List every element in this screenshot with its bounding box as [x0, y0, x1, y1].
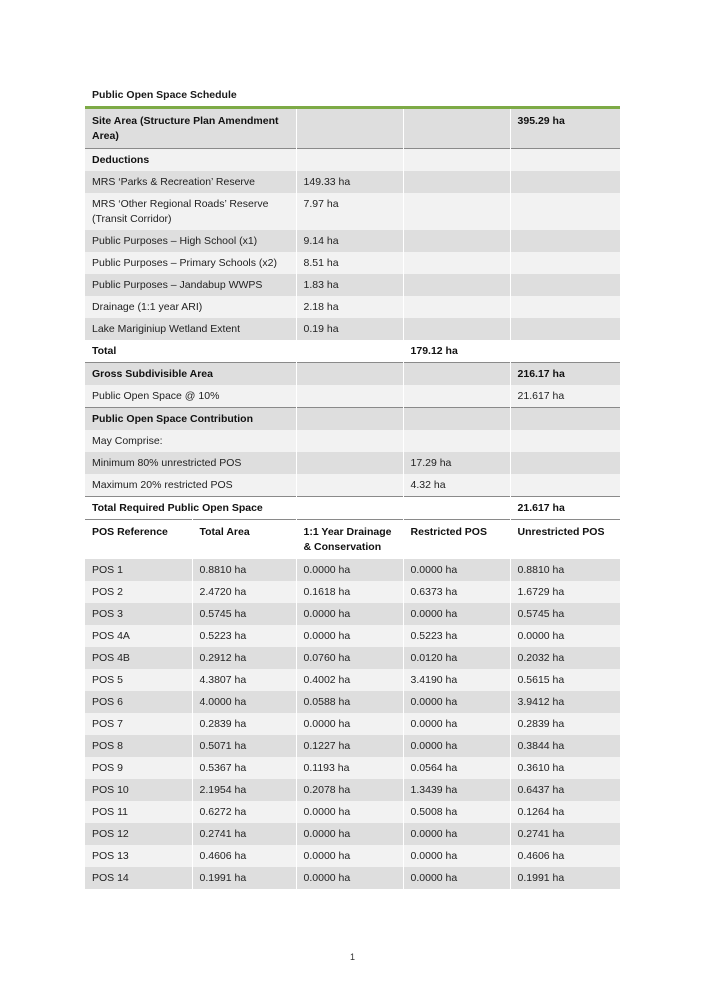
table-cell: 0.5223 ha [403, 625, 510, 647]
pos-reference-cell: POS 10 [85, 779, 192, 801]
pos-reference-cell: POS 7 [85, 713, 192, 735]
gross-value: 216.17 ha [510, 363, 620, 386]
table-row [85, 647, 620, 669]
max-restricted-value: 4.32 ha [403, 474, 510, 497]
pos-reference-cell: POS 1 [85, 559, 192, 581]
empty-cell [403, 193, 510, 230]
table-cell: 0.5008 ha [403, 801, 510, 823]
table-cell: 1.3439 ha [403, 779, 510, 801]
contribution-label: Public Open Space Contribution [85, 408, 296, 431]
empty-cell [403, 430, 510, 452]
table-cell: 0.6272 ha [192, 801, 296, 823]
page-title: Public Open Space Schedule [92, 89, 237, 101]
gross-subdivisible-row [85, 363, 620, 386]
empty-cell [403, 230, 510, 252]
table-cell: 0.0120 ha [403, 647, 510, 669]
table-cell: 0.4606 ha [510, 845, 620, 867]
empty-cell [510, 318, 620, 340]
max-restricted-label: Maximum 20% restricted POS [85, 474, 296, 497]
empty-cell [510, 252, 620, 274]
deduction-row [85, 296, 620, 318]
deduction-label: Public Purposes – High School (x1) [85, 230, 296, 252]
table-cell: 0.0000 ha [296, 603, 403, 625]
empty-cell [510, 171, 620, 193]
table-row [85, 845, 620, 867]
deductions-label: Deductions [85, 149, 296, 172]
table-cell: 2.4720 ha [192, 581, 296, 603]
table-cell: 0.6373 ha [403, 581, 510, 603]
site-area-value: 395.29 ha [510, 109, 620, 149]
table-cell: 0.0000 ha [296, 713, 403, 735]
deduction-row [85, 274, 620, 296]
page-number: 1 [349, 952, 355, 962]
min-unrestricted-row [85, 452, 620, 474]
empty-cell [510, 296, 620, 318]
deduction-value: 2.18 ha [296, 296, 403, 318]
table-cell: 0.0000 ha [296, 867, 403, 889]
deduction-row [85, 318, 620, 340]
empty-cell [510, 193, 620, 230]
gross-label: Gross Subdivisible Area [85, 363, 296, 386]
empty-cell [296, 474, 403, 497]
table-cell: 0.5071 ha [192, 735, 296, 757]
pos-reference-cell: POS 4B [85, 647, 192, 669]
table-cell: 0.3610 ha [510, 757, 620, 779]
table-row [85, 713, 620, 735]
deduction-label: Lake Mariginiup Wetland Extent [85, 318, 296, 340]
table-cell: 4.0000 ha [192, 691, 296, 713]
table-row [85, 691, 620, 713]
empty-cell [510, 340, 620, 363]
site-area-label: Site Area (Structure Plan Amendment Area) [85, 109, 296, 149]
empty-cell [296, 430, 403, 452]
table-row [85, 757, 620, 779]
table-cell: 0.0000 ha [403, 823, 510, 845]
deduction-value: 0.19 ha [296, 318, 403, 340]
pos-reference-cell: POS 8 [85, 735, 192, 757]
pos-table-header-row [85, 520, 620, 560]
table-cell: 0.0000 ha [296, 845, 403, 867]
table-cell: 0.2839 ha [192, 713, 296, 735]
empty-cell [403, 274, 510, 296]
empty-cell [403, 363, 510, 386]
table-row [85, 559, 620, 581]
may-comprise-label: May Comprise: [85, 430, 296, 452]
table-cell: 4.3807 ha [192, 669, 296, 691]
empty-cell [403, 252, 510, 274]
empty-cell [403, 497, 510, 520]
column-header: POS Reference [85, 520, 192, 560]
table-cell: 0.0000 ha [296, 823, 403, 845]
table-cell: 0.0000 ha [403, 603, 510, 625]
table-cell: 0.4606 ha [192, 845, 296, 867]
pos-reference-cell: POS 9 [85, 757, 192, 779]
table-cell: 0.1227 ha [296, 735, 403, 757]
empty-cell [510, 230, 620, 252]
pos-reference-cell: POS 5 [85, 669, 192, 691]
pos-schedule-table [85, 106, 620, 889]
empty-cell [403, 109, 510, 149]
deduction-value: 7.97 ha [296, 193, 403, 230]
table-cell: 0.5367 ha [192, 757, 296, 779]
total-required-label: Total Required Public Open Space [85, 497, 296, 520]
table-row [85, 735, 620, 757]
table-cell: 0.1618 ha [296, 581, 403, 603]
pos-reference-cell: POS 13 [85, 845, 192, 867]
deduction-row [85, 252, 620, 274]
table-row [85, 823, 620, 845]
table-cell: 0.2741 ha [192, 823, 296, 845]
deduction-label: MRS ‘Other Regional Roads’ Reserve (Transit Corridor) [85, 193, 296, 230]
deduction-label: Drainage (1:1 year ARI) [85, 296, 296, 318]
deduction-row [85, 230, 620, 252]
table-cell: 0.0000 ha [403, 845, 510, 867]
pos-10-value: 21.617 ha [510, 385, 620, 408]
total-label: Total [85, 340, 296, 363]
table-cell: 0.1264 ha [510, 801, 620, 823]
pos-reference-cell: POS 6 [85, 691, 192, 713]
pos-rows [85, 559, 620, 889]
table-cell: 0.2741 ha [510, 823, 620, 845]
deduction-value: 1.83 ha [296, 274, 403, 296]
table-cell: 0.5223 ha [192, 625, 296, 647]
table-row [85, 625, 620, 647]
empty-cell [510, 274, 620, 296]
deduction-value: 8.51 ha [296, 252, 403, 274]
table-cell: 2.1954 ha [192, 779, 296, 801]
pos-10-label: Public Open Space @ 10% [85, 385, 296, 408]
pos-reference-cell: POS 2 [85, 581, 192, 603]
pos-reference-cell: POS 14 [85, 867, 192, 889]
table-cell: 0.2032 ha [510, 647, 620, 669]
empty-cell [510, 430, 620, 452]
deduction-label: Public Purposes – Primary Schools (x2) [85, 252, 296, 274]
table-row [85, 779, 620, 801]
table-cell: 0.0000 ha [403, 735, 510, 757]
pos-reference-cell: POS 12 [85, 823, 192, 845]
table-cell: 0.0000 ha [296, 801, 403, 823]
pos-reference-cell: POS 3 [85, 603, 192, 625]
table-cell: 0.0000 ha [403, 713, 510, 735]
table-cell: 0.8810 ha [192, 559, 296, 581]
pos-10-row [85, 385, 620, 408]
site-area-row [85, 109, 620, 149]
table-row [85, 867, 620, 889]
deduction-row [85, 171, 620, 193]
table-cell: 0.0000 ha [510, 625, 620, 647]
table-cell: 0.4002 ha [296, 669, 403, 691]
deduction-value: 9.14 ha [296, 230, 403, 252]
total-required-value: 21.617 ha [510, 497, 620, 520]
table-cell: 0.1991 ha [192, 867, 296, 889]
empty-cell [403, 318, 510, 340]
deduction-value: 149.33 ha [296, 171, 403, 193]
empty-cell [403, 296, 510, 318]
empty-cell [510, 408, 620, 431]
may-comprise-row [85, 430, 620, 452]
column-header: Restricted POS [403, 520, 510, 560]
empty-cell [403, 149, 510, 172]
pos-reference-cell: POS 11 [85, 801, 192, 823]
table-cell: 0.5745 ha [510, 603, 620, 625]
column-header: Unrestricted POS [510, 520, 620, 560]
empty-cell [296, 109, 403, 149]
table-cell: 0.0000 ha [403, 867, 510, 889]
empty-cell [296, 149, 403, 172]
table-cell: 0.2839 ha [510, 713, 620, 735]
empty-cell [296, 363, 403, 386]
table-cell: 0.0760 ha [296, 647, 403, 669]
table-cell: 0.0588 ha [296, 691, 403, 713]
column-header: 1:1 Year Drainage & Conservation [296, 520, 403, 560]
table-cell: 0.0000 ha [403, 559, 510, 581]
table-cell: 0.5745 ha [192, 603, 296, 625]
table-cell: 0.0564 ha [403, 757, 510, 779]
table-cell: 0.2912 ha [192, 647, 296, 669]
empty-cell [296, 385, 403, 408]
deduction-label: Public Purposes – Jandabup WWPS [85, 274, 296, 296]
empty-cell [510, 474, 620, 497]
min-unrestricted-value: 17.29 ha [403, 452, 510, 474]
empty-cell [403, 408, 510, 431]
total-required-row [85, 497, 620, 520]
deductions-header-row [85, 149, 620, 172]
table-cell: 0.1991 ha [510, 867, 620, 889]
table-cell: 0.0000 ha [296, 559, 403, 581]
table-cell: 0.1193 ha [296, 757, 403, 779]
table-row [85, 669, 620, 691]
empty-cell [296, 340, 403, 363]
empty-cell [296, 497, 403, 520]
total-row [85, 340, 620, 363]
table-cell: 0.6437 ha [510, 779, 620, 801]
table-cell: 0.0000 ha [296, 625, 403, 647]
empty-cell [296, 452, 403, 474]
min-unrestricted-label: Minimum 80% unrestricted POS [85, 452, 296, 474]
empty-cell [403, 171, 510, 193]
table-cell: 1.6729 ha [510, 581, 620, 603]
empty-cell [510, 452, 620, 474]
table-row [85, 603, 620, 625]
table-cell: 0.3844 ha [510, 735, 620, 757]
max-restricted-row [85, 474, 620, 497]
empty-cell [403, 385, 510, 408]
column-header: Total Area [192, 520, 296, 560]
table-cell: 3.9412 ha [510, 691, 620, 713]
table-cell: 3.4190 ha [403, 669, 510, 691]
deduction-row [85, 193, 620, 230]
table-cell: 0.0000 ha [403, 691, 510, 713]
summary-section [85, 109, 620, 559]
empty-cell [510, 149, 620, 172]
total-value: 179.12 ha [403, 340, 510, 363]
table-cell: 0.8810 ha [510, 559, 620, 581]
table-cell: 0.5615 ha [510, 669, 620, 691]
table-row [85, 581, 620, 603]
table-cell: 0.2078 ha [296, 779, 403, 801]
empty-cell [296, 408, 403, 431]
contribution-header-row [85, 408, 620, 431]
deduction-label: MRS ‘Parks & Recreation’ Reserve [85, 171, 296, 193]
table-row [85, 801, 620, 823]
pos-reference-cell: POS 4A [85, 625, 192, 647]
